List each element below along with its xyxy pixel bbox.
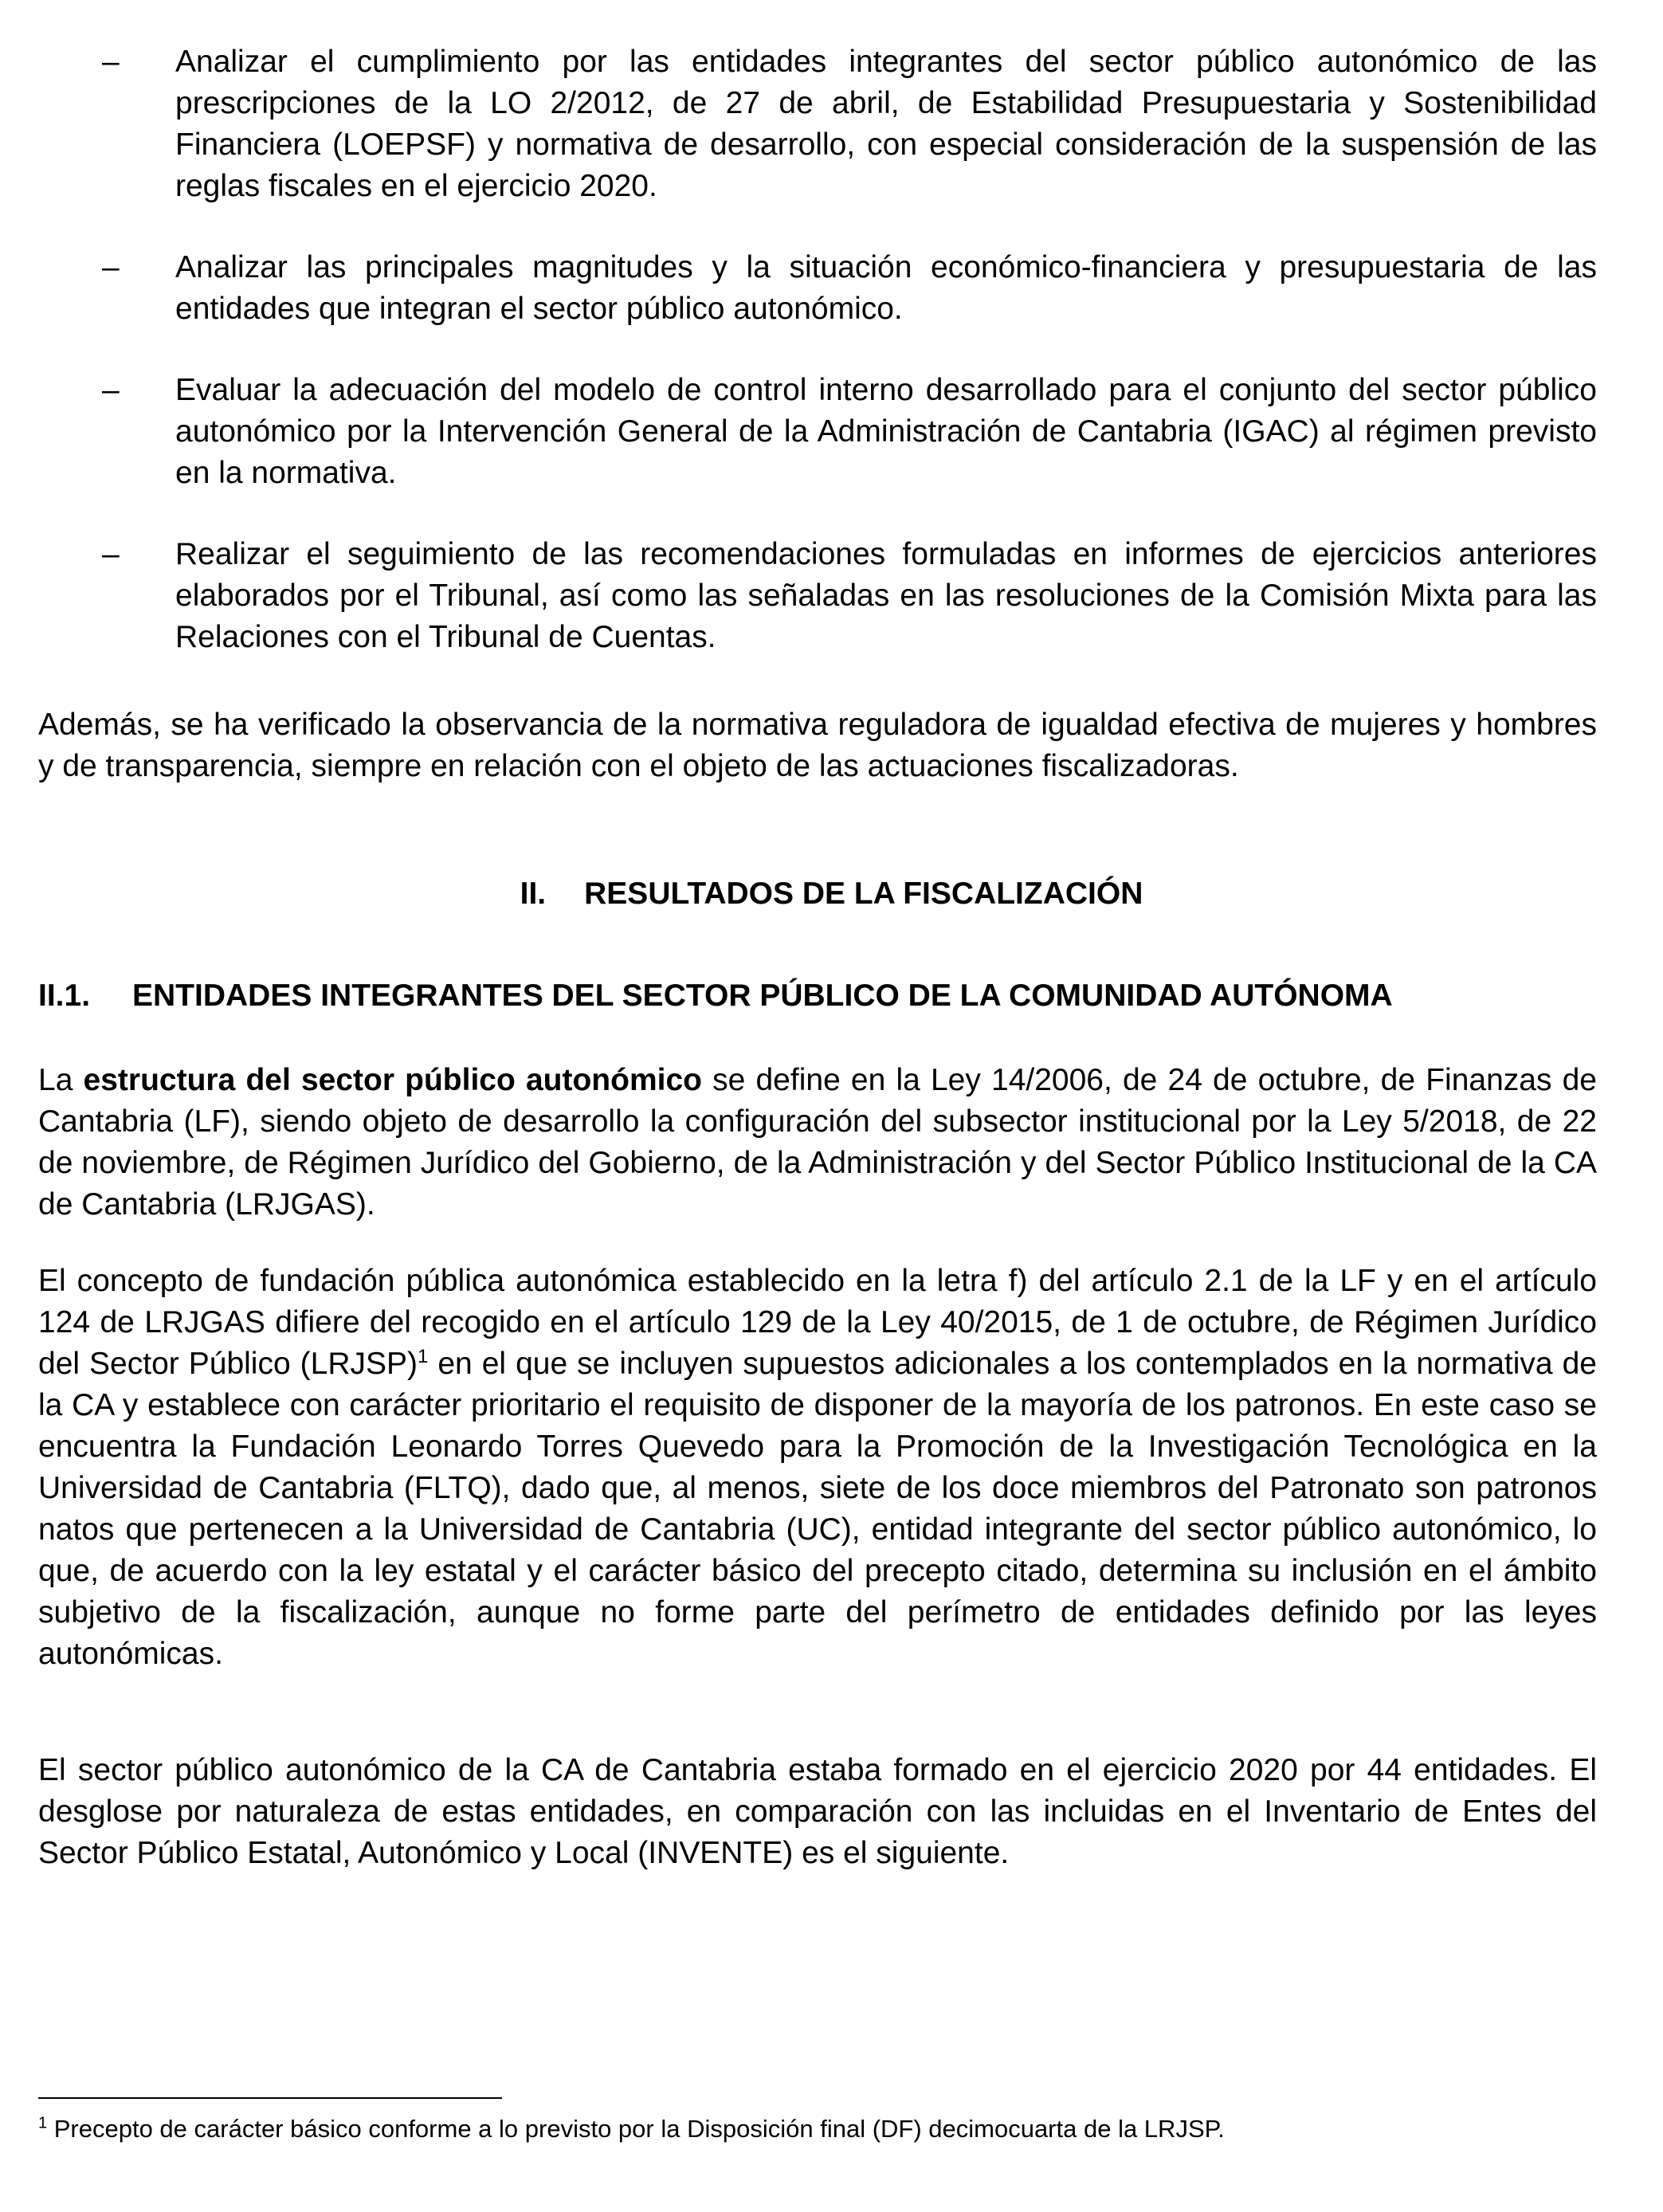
dash-bullet: – bbox=[102, 537, 120, 571]
intro-paragraph: Además, se ha verificado la observancia de la normativa reguladora de igualdad efectiva de mujeres y hombres y de transparencia, siempre en relación con el objeto de las actuaciones fiscalizadoras. bbox=[38, 708, 1597, 783]
footnote-number: 1 bbox=[38, 2114, 48, 2132]
footnote-text: Precepto de carácter básico conforme a lo previsto por la Disposición final (DF) decimocuarta de la LRJSP. bbox=[47, 2115, 1225, 2143]
list-item bbox=[38, 41, 1597, 207]
dash-bullet: – bbox=[102, 45, 120, 79]
dash-bullet: – bbox=[102, 373, 120, 407]
list-item-text: Analizar las principales magnitudes y la situación económico-financiera y presupuestaria de las entidades que integran el sector público autonómico. bbox=[175, 250, 1597, 326]
list-item bbox=[38, 534, 1597, 658]
list-item-text: Realizar el seguimiento de las recomendaciones formuladas en informes de ejercicios anteriores elaborados por el Tribunal, así como las señaladas en las resoluciones de la Comisión Mixta para las Relaciones con el Tribunal de Cuentas. bbox=[175, 537, 1597, 654]
list-item bbox=[38, 370, 1597, 494]
list-item-text: Evaluar la adecuación del modelo de control interno desarrollado para el conjunto del sector público autonómico por la Intervención General de la Administración de Cantabria (IGAC) al régimen previsto en la normativa. bbox=[175, 373, 1597, 490]
paragraph-entities: El sector público autonómico de la CA de Cantabria estaba formado en el ejercicio 2020 por 44 entidades. El desglose por naturaleza de estas entidades, en comparación con las incluidas en el Inventario de Entes del Sector Público Estatal, Autonómico y Local (INVENTE) es el siguiente. bbox=[38, 1753, 1597, 1870]
section-title: RESULTADOS DE LA FISCALIZACIÓN bbox=[584, 877, 1143, 911]
section-number: II. bbox=[520, 877, 547, 911]
dash-bullet: – bbox=[102, 250, 120, 284]
subsection-title: ENTIDADES INTEGRANTES DEL SECTOR PÚBLICO DE LA COMUNIDAD AUTÓNOMA bbox=[132, 979, 1393, 1013]
objectives-list bbox=[38, 41, 1597, 698]
list-item bbox=[38, 247, 1597, 330]
section-heading bbox=[0, 873, 1663, 915]
footnote-reference[interactable]: 1 bbox=[418, 1346, 429, 1367]
subsection-heading bbox=[38, 975, 1393, 1017]
paragraph-text-after-note: en el que se incluyen supuestos adicionales a los contemplados en la normativa de la CA y establece con carácter prioritario el requisito de disponer de la mayoría de los patronos. En este caso se encuentra la Fundación Leonardo Torres Quevedo para la Promoción de la Investigación Tecnológica en la Universidad de Cantabria (FLTQ), dado que, al menos, siete de los doce miembros del Patronato son patronos natos que pertenecen a la Universidad de Cantabria (UC), entidad integrante del sector público autonómico, lo que, de acuerdo con la ley estatal y el carácter básico del precepto citado, determina su inclusión en el ámbito subjetivo de la fiscalización, aunque no forme parte del perímetro de entidades definido por las leyes autonómicas. bbox=[38, 1347, 1597, 1671]
subsection-number: II.1. bbox=[38, 979, 91, 1013]
footnote-separator bbox=[38, 2097, 502, 2099]
footnote bbox=[38, 2113, 1597, 2145]
paragraph-rest: se define en la Ley 14/2006, de 24 de octubre, de Finanzas de Cantabria (LF), siendo objeto de desarrollo la configuración del subsector institucional por la Ley 5/2018, de 22 de noviembre, de Régimen Jurídico del Gobierno, de la Administración y del Sector Público Institucional de la CA de Cantabria (LRJGAS). bbox=[38, 1063, 1597, 1222]
paragraph-foundation bbox=[38, 1261, 1597, 1675]
list-item-text: Analizar el cumplimiento por las entidades integrantes del sector público autonómico de las prescripciones de la LO 2/2012, de 27 de abril, de Estabilidad Presupuestaria y Sostenibilidad Financiera (LOEPSF) y normativa de desarrollo, con especial consideración de la suspensión de las reglas fiscales en el ejercicio 2020. bbox=[175, 45, 1597, 203]
paragraph-lead: La bbox=[38, 1063, 84, 1097]
bold-term: estructura del sector público autonómico bbox=[83, 1063, 702, 1097]
paragraph-structure bbox=[38, 1060, 1597, 1226]
paragraph-text-before-note: El concepto de fundación pública autonómica establecido en la letra f) del artículo 2.1 de la LF y en el artículo 124 de LRJGAS difiere del recogido en el artículo 129 de la Ley 40/2015, de 1 de octubre, de Régimen Jurídico del Sector Público (LRJSP) bbox=[38, 1264, 1597, 1381]
